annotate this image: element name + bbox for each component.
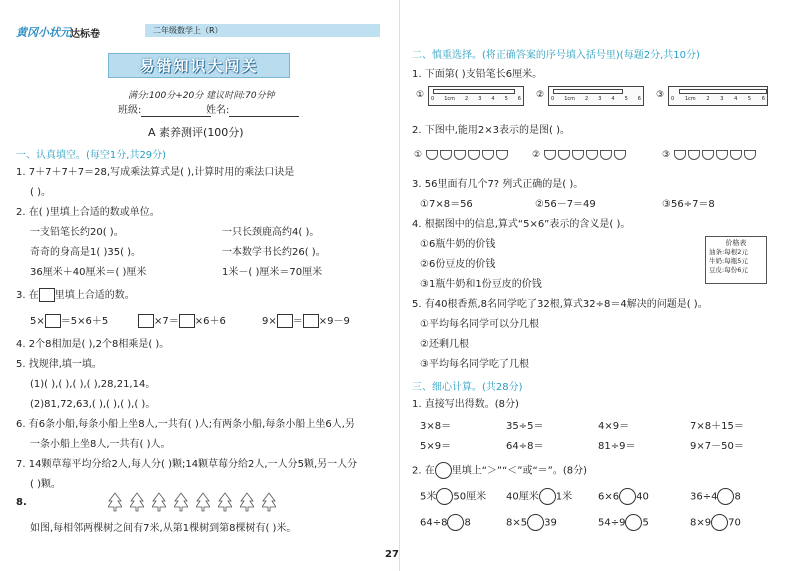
price-row: 油条:每根2元 <box>709 248 748 256</box>
q5-seq-2: (2)81,72,63,( ),( ),( ),( )。 <box>30 399 156 410</box>
page-number: 27 <box>385 549 399 560</box>
ruler-ticks: 0 1cm 2 3 4 5 6 <box>551 96 641 102</box>
class-field: 班级: <box>118 104 211 117</box>
name-field: 姓名: <box>206 104 299 117</box>
q4-text: 4. 2个8相加是( ),2个8相乘是( )。 <box>16 339 170 350</box>
r-q1-text: 1. 下面第( )支铅笔长6厘米。 <box>412 69 543 80</box>
pencil-icon <box>433 89 515 94</box>
price-row: 豆皮:每份6元 <box>709 266 748 274</box>
q4-option-1: ①6瓶牛奶的价钱 <box>420 239 496 250</box>
q2-item: 一支铅笔长约20( )。 <box>30 227 124 238</box>
calc-item: 5×9＝ <box>420 441 452 452</box>
calc-2-text: 2. 在 里填上“＞”“＜”或“＝”。(8分) <box>412 462 587 479</box>
series-name: 达标卷 <box>70 29 100 40</box>
ruler-label-3: ③ <box>656 90 665 100</box>
tree-icon <box>196 492 210 512</box>
calc-item: 64÷8＝ <box>506 441 544 452</box>
q7-text: 7. 14颗草莓平均分给2人,每人分( )颗;14颗草莓分给2人,一人分5颗,另一人分 <box>16 459 358 470</box>
q3-option-2: ②56－7＝49 <box>535 199 596 210</box>
compare-item: 40厘米 1米 <box>506 488 572 505</box>
q7-text-cont: ( )颗。 <box>30 479 61 490</box>
q4-option-2: ②6份豆皮的价钱 <box>420 259 496 270</box>
q2-item: 一只长颈鹿高约4( )。 <box>222 227 320 238</box>
compare-item: 64÷8 8 <box>420 514 471 531</box>
ruler-1 <box>428 86 524 106</box>
calc-item: 4×9＝ <box>598 421 630 432</box>
tree-icon <box>152 492 166 512</box>
title-banner <box>108 53 290 78</box>
r-q3-text: 3. 56里面有几个7? 列式正确的是( )。 <box>412 179 584 190</box>
calc-item: 81÷9＝ <box>598 441 636 452</box>
q2-option-1: ① <box>414 150 423 160</box>
tree-icon <box>130 492 144 512</box>
q4-option-3: ③1瓶牛奶和1份豆皮的价钱 <box>420 279 542 290</box>
compare-item: 8×5 39 <box>506 514 557 531</box>
ruler-label-2: ② <box>536 90 545 100</box>
q5-option-3: ③平均每名同学吃了几根 <box>420 359 529 370</box>
compare-item: 6×6 40 <box>598 488 649 505</box>
ruler-ticks: 0 1cm 2 3 4 5 6 <box>431 96 521 102</box>
page-title: 易错知识大闯关 <box>139 57 259 75</box>
q3-option-1: ①7×8＝56 <box>420 199 473 210</box>
q2-option-3: ③ <box>662 150 671 160</box>
calc-item: 9×7－50＝ <box>690 441 744 452</box>
right-page <box>400 0 800 571</box>
compare-item: 36÷4 8 <box>690 488 741 505</box>
calc-1-text: 1. 直接写出得数。(8分) <box>412 399 519 410</box>
tree-icon <box>218 492 232 512</box>
q5-text: 5. 找规律,填一填。 <box>16 359 102 370</box>
ruler-label-1: ① <box>416 90 425 100</box>
q3-option-3: ③56÷7＝8 <box>662 199 715 210</box>
tree-icon <box>262 492 276 512</box>
price-table <box>705 236 767 284</box>
price-row: 牛奶:每瓶5元 <box>709 257 748 265</box>
ruler-ticks: 0 1cm 2 3 4 5 6 <box>671 96 765 102</box>
tree-icon <box>174 492 188 512</box>
calc-item: 35÷5＝ <box>506 421 544 432</box>
section-2-heading: 二、慎重选择。(将正确答案的序号填入括号里)(每题2分,共10分) <box>412 50 700 61</box>
q5-seq-1: (1)( ),( ),( ),( ),28,21,14。 <box>30 379 156 390</box>
r-q2-text: 2. 下图中,能用2×3表示的是图( )。 <box>412 125 570 136</box>
q8-label: 8. <box>16 497 27 508</box>
tree-icon <box>240 492 254 512</box>
tree-row <box>108 492 284 512</box>
price-table-title: 价格表 <box>725 239 747 247</box>
cup-group-1 <box>426 147 508 163</box>
q2-item: 36厘米＋40厘米＝( )厘米 <box>30 267 147 278</box>
ruler-3 <box>668 86 768 106</box>
calc-item: 3×8＝ <box>420 421 452 432</box>
ruler-2 <box>548 86 644 106</box>
section-a-title: A 素养测评(100分) <box>148 126 244 139</box>
q3-text: 3. 在 里填上合适的数。 <box>16 290 135 301</box>
q6-text: 6. 有6条小船,每条小船上坐8人,一共有( )人;有两条小船,每条小船上坐6人,另 <box>16 419 355 430</box>
brand-logo: 黄冈小状元 <box>16 26 71 39</box>
q1-text-cont: ( )。 <box>30 187 51 198</box>
q8-text: 如图,每相邻两棵树之间有7米,从第1棵树到第8棵树有( )米。 <box>30 523 297 534</box>
section-1-heading: 一、认真填空。(每空1分,共29分) <box>16 150 167 161</box>
q2-text: 2. 在( )里填上合适的数或单位。 <box>16 207 160 218</box>
cup-group-3 <box>674 147 756 163</box>
q2-item: 奇奇的身高是1( )35( )。 <box>30 247 142 258</box>
r-q4-text: 4. 根据图中的信息,算式“5×6”表示的含义是( )。 <box>412 219 631 230</box>
q2-option-2: ② <box>532 150 541 160</box>
q2-item: 一本数学书长约26( )。 <box>222 247 326 258</box>
q2-item: 1米－( )厘米＝70厘米 <box>222 267 323 278</box>
section-3-heading: 三、细心计算。(共28分) <box>412 382 523 393</box>
compare-item: 8×9 70 <box>690 514 741 531</box>
q5-option-2: ②还剩几根 <box>420 339 469 350</box>
cup-group-2 <box>544 147 626 163</box>
compare-item: 5米 50厘米 <box>420 488 486 505</box>
r-q5-text: 5. 有40根香蕉,8名同学吃了32根,算式32÷8＝4解决的问题是( )。 <box>412 299 708 310</box>
q5-option-1: ①平均每名同学可以分几根 <box>420 319 539 330</box>
compare-item: 54÷9 5 <box>598 514 649 531</box>
q3-expr-2: ×7＝ ×6＋6 <box>138 314 226 328</box>
q3-expr-1: 5× ＝5×6＋5 <box>30 316 109 327</box>
tree-icon <box>108 492 122 512</box>
q6-text-cont: 一条小船上坐8人,一共有( )人。 <box>30 439 171 450</box>
q3-expr-3: 9× ＝ ×9－9 <box>262 316 350 327</box>
pencil-icon <box>553 89 623 94</box>
q1-text: 1. 7＋7＋7＋7＝28,写成乘法算式是( ),计算时用的乘法口诀是 <box>16 167 295 178</box>
exam-meta: 满分:100分+20分 建议时间:70分钟 <box>128 91 275 101</box>
pencil-icon <box>679 89 767 94</box>
grade-bar: 二年级数学上（R） <box>145 24 380 37</box>
calc-item: 7×8＋15＝ <box>690 421 744 432</box>
